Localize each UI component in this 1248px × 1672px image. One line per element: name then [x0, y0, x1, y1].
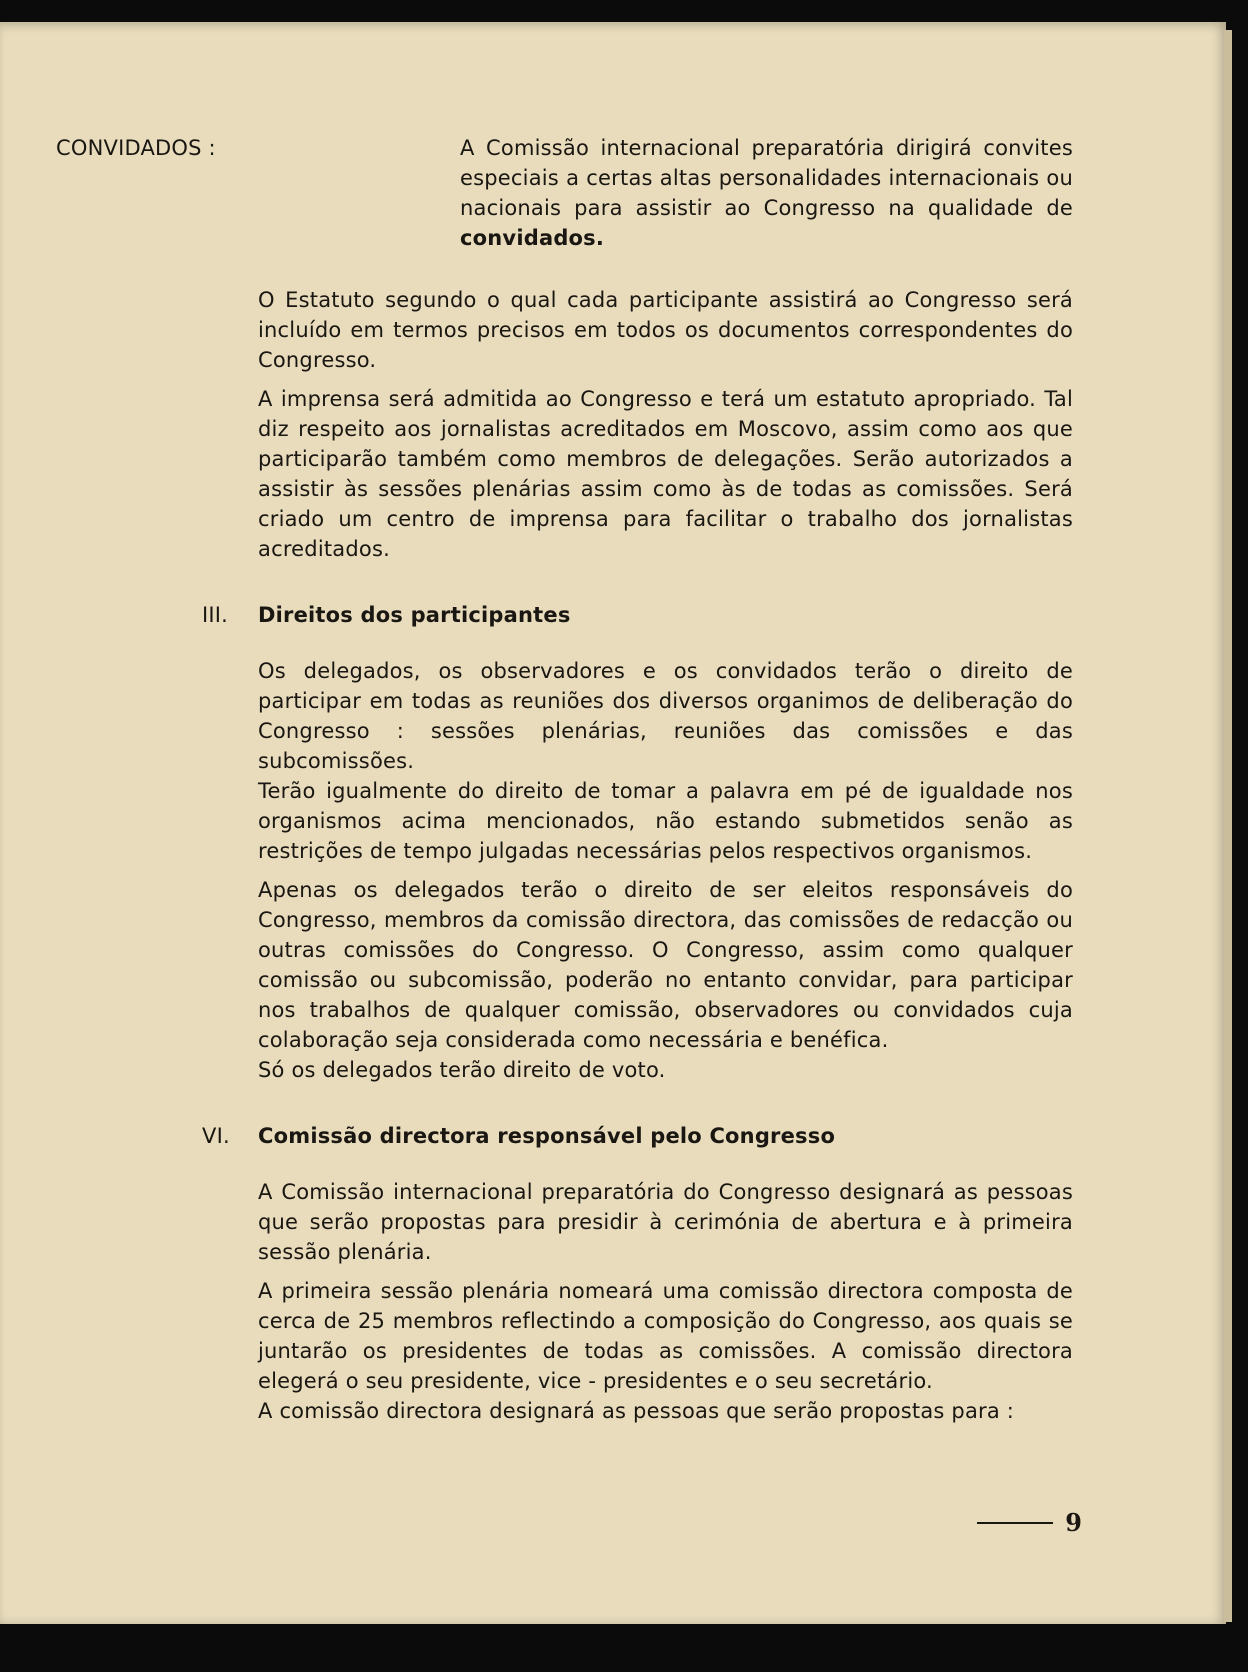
section-6-paragraph: A comissão directora designará as pessoas que serão propostas para :	[258, 1399, 1015, 1423]
section-3-title: Direitos dos participantes	[258, 603, 571, 627]
section-6-number: VI.	[202, 1124, 230, 1148]
section-6-heading	[202, 1121, 1073, 1151]
page-number: 9	[1065, 1508, 1082, 1537]
convidados-bold-end: convidados.	[460, 226, 605, 250]
estatuto-paragraph: O Estatuto segundo o qual cada participante assistirá ao Congresso será incluído em termos precisos em todos os documentos correspondentes do Congresso.	[258, 288, 1073, 372]
imprensa-paragraph: A imprensa será admitida ao Congresso e terá um estatuto apropriado. Tal diz respeito aos jornalistas acreditados em Moscovo, assim como aos que participarão também como membros de delegações. Serão autorizados a assistir às sessões plenárias assim como às de todas as comissões. Será criado um centro de imprensa para facilitar o trabalho dos jornalistas acreditados.	[258, 387, 1073, 561]
convidados-paragraph	[56, 133, 1073, 253]
section-6-title: Comissão directora responsável pelo Congresso	[258, 1124, 836, 1148]
section-3-body	[258, 656, 1073, 1085]
convidados-label: CONVIDADOS :	[56, 136, 216, 160]
section-3-heading	[202, 600, 1073, 630]
section-6-body	[258, 1177, 1073, 1426]
section-3-paragraph: Terão igualmente do direito de tomar a palavra em pé de igualdade nos organismos acima mencionados, não estando submetidos senão as restrições de tempo julgadas necessárias pelos respectivos organismos.	[258, 779, 1073, 863]
section-3-number: III.	[202, 603, 229, 627]
section-3-paragraph: Os delegados, os observadores e os convidados terão o direito de participar em todas as reuniões dos diversos organimos de deliberação do Congresso : sessões plenárias, reuniões das comissões e das subcomissões.	[258, 659, 1073, 773]
page-content	[56, 133, 1073, 1426]
convidados-text: A Comissão internacional preparatória dirigirá convites especiais a certas altas personalidades internacionais ou nacionais para assistir ao Congresso na qualidade de	[460, 136, 1073, 220]
page-edge	[1224, 30, 1232, 1622]
section-3-paragraph: Só os delegados terão direito de voto.	[258, 1058, 666, 1082]
section-6-paragraph: A primeira sessão plenária nomeará uma comissão directora composta de cerca de 25 membros reflectindo a composição do Congresso, aos quais se juntarão os presidentes de todas as comissões. A comissão directora elegerá o seu presidente, vice - presidentes e o seu secretário.	[258, 1279, 1073, 1393]
section-3-paragraph: Apenas os delegados terão o direito de ser eleitos responsáveis do Congresso, membros da comissão directora, das comissões de redacção ou outras comissões do Congresso. O Congresso, assim como qualquer comissão ou subcomissão, poderão no entanto convidar, para participar nos trabalhos de qualquer comissão, observadores ou convidados cuja colaboração seja considerada como necessária e benéfica.	[258, 878, 1073, 1052]
section-6-paragraph: A Comissão internacional preparatória do Congresso designará as pessoas que serão propostas para presidir à cerimónia de abertura e à primeira sessão plenária.	[258, 1180, 1073, 1264]
footer-rule	[977, 1522, 1053, 1524]
page-footer	[962, 1508, 1082, 1537]
